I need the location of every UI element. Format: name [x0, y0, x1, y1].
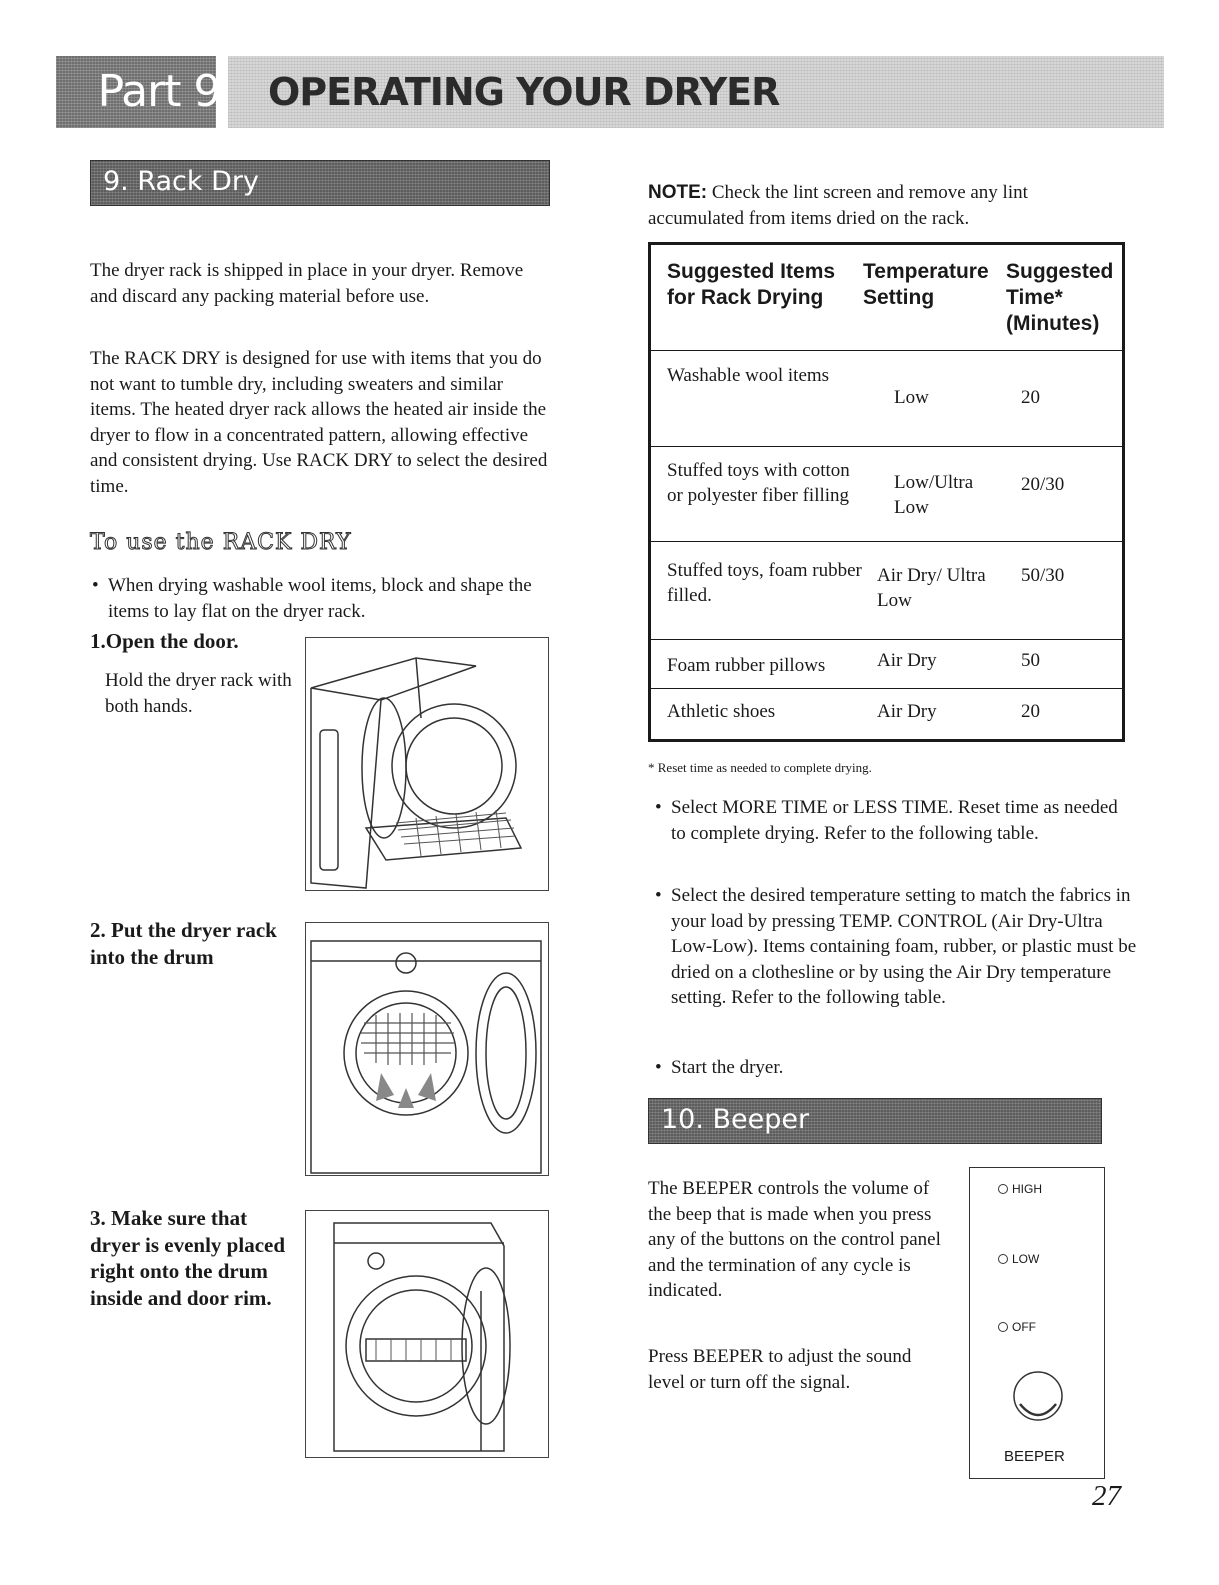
table-row-2-item: Stuffed toys with cotton or polyester fiber filling	[667, 460, 850, 506]
table-header-items: Suggested Items for Rack Drying	[667, 260, 836, 309]
page-number: 27	[1092, 1480, 1121, 1512]
section-heading-text: 10. Beeper	[661, 1104, 810, 1135]
section-heading-text: 9. Rack Dry	[103, 166, 259, 197]
indicator-icon	[998, 1322, 1008, 1332]
bullet-temp-control: • Select the desired temperature setting to match the fabrics in your load by pressing TEMP. CONTROL (Air Dry-Ultra Low-Low). Items containing foam, rubber, or plastic must be dried on a clothesline or by using the Air Dry temperature setting. Refer to the following table.	[655, 883, 1141, 1011]
bullet-start-dryer: • Start the dryer.	[655, 1055, 1131, 1081]
beeper-button-label: BEEPER	[1004, 1448, 1065, 1465]
beeper-paragraph-1: The BEEPER controls the volume of the beep that is made when you press any of the buttons on the control panel and the termination of any cycle is indicated.	[648, 1178, 941, 1301]
rack-drying-table	[648, 242, 1125, 742]
bullet-more-less-time: • Select MORE TIME or LESS TIME. Reset time as needed to complete drying. Refer to the following table.	[655, 795, 1131, 846]
intro-paragraph-2: The RACK DRY is designed for use with items that you do not want to tumble dry, including sweaters and similar items. The heated dryer rack allows the heated air inside the dryer to flow in a concentrated pattern, allowing effective and consistent drying. Use RACK DRY to select the desired time.	[90, 348, 548, 497]
table-row-5-time: 20	[1021, 701, 1040, 722]
table-row-4-time: 50	[1021, 650, 1040, 671]
page-title: OPERATING YOUR DRYER	[268, 70, 780, 114]
beeper-option-low: LOW	[998, 1252, 1039, 1266]
table-row-1-item: Washable wool items	[667, 365, 830, 386]
beeper-panel	[969, 1167, 1105, 1479]
indicator-icon	[998, 1184, 1008, 1194]
figure-open-door	[305, 637, 549, 891]
table-row-2-temp: Low/Ultra Low	[894, 472, 974, 518]
section-heading-beeper	[648, 1098, 1102, 1144]
beeper-button-icon	[1010, 1368, 1066, 1424]
subheading-to-use-rack-dry: To use the RACK DRY	[90, 530, 352, 555]
table-footnote: * Reset time as needed to complete drying.	[648, 760, 872, 775]
table-row-1-temp: Low	[894, 387, 929, 408]
bullet-wool-items: • When drying washable wool items, block and shape the items to lay flat on the dryer rack.	[92, 573, 548, 624]
note-label: NOTE:	[648, 182, 708, 203]
table-row-4-item: Foam rubber pillows	[667, 655, 826, 676]
table-row-5-item: Athletic shoes	[667, 701, 776, 722]
table-row-1-time: 20	[1021, 387, 1040, 408]
step-3-title: 3. Make sure that dryer is evenly placed right onto the drum inside and door rim.	[90, 1206, 286, 1310]
beeper-paragraph-2: Press BEEPER to adjust the sound level or turn off the signal.	[648, 1346, 912, 1393]
table-row-3-time: 50/30	[1021, 565, 1065, 586]
note-paragraph	[648, 180, 1108, 231]
step-1-title: 1.Open the door.	[90, 629, 239, 653]
table-row-2-time: 20/30	[1021, 474, 1065, 495]
part-label: Part 9	[97, 66, 221, 117]
beeper-option-high: HIGH	[998, 1182, 1042, 1196]
step-1-text: Hold the dryer rack with both hands.	[105, 670, 292, 717]
section-heading-rack-dry	[90, 160, 550, 206]
step-2-title: 2. Put the dryer rack into the drum	[90, 918, 277, 969]
figure-rack-placed	[305, 1210, 549, 1458]
note-text: Check the lint screen and remove any lint accumulated from items dried on the rack.	[648, 182, 1028, 229]
table-header-temperature: Temperature Setting	[863, 260, 989, 309]
indicator-icon	[998, 1254, 1008, 1264]
table-row-5-temp: Air Dry	[877, 701, 937, 722]
table-header-time: Suggested Time* (Minutes)	[1006, 260, 1114, 335]
figure-put-rack-in-drum	[305, 922, 549, 1176]
beeper-option-off: OFF	[998, 1320, 1036, 1334]
table-row-3-temp: Air Dry/ Ultra Low	[877, 565, 986, 611]
table-row-4-temp: Air Dry	[877, 650, 937, 671]
table-row-3-item: Stuffed toys, foam rubber filled.	[667, 560, 862, 606]
intro-paragraph-1: The dryer rack is shipped in place in your dryer. Remove and discard any packing material before use.	[90, 260, 524, 307]
